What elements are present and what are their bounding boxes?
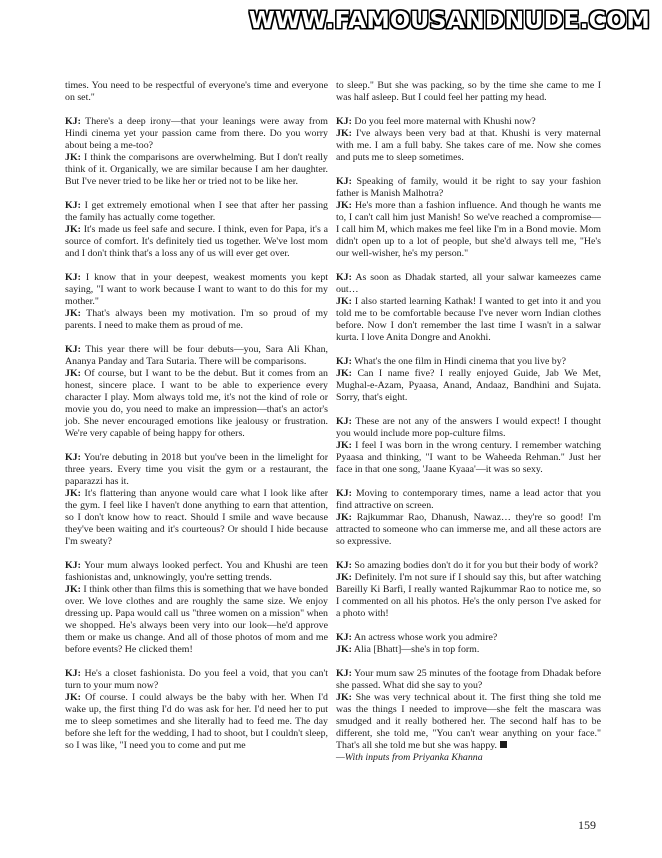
page-number: 159 (578, 818, 596, 832)
question-text: I know that in your deepest, weakest moments you kept saying, "I want to work because I want to want to do this for my mother." (65, 272, 328, 307)
answer-text: I feel I was born in the wrong century. I remember watching Pyaasa and thinking, "I want to be Waheeda Rehman." Just her face in that one song, 'Jaane Kyaaa'—it was so sexy. (336, 440, 602, 475)
speaker-label: JK: (336, 128, 352, 139)
question (65, 272, 328, 308)
left-column (65, 80, 328, 752)
answer (65, 224, 328, 260)
answer (65, 368, 328, 440)
paragraph (65, 80, 328, 104)
answer-text: I think the comparisons are overwhelming. But I don't really think of it. Organically, we are similar because I am her daughter. But I've never tried to be like her or tried not to be like her. (65, 152, 328, 187)
answer (336, 692, 601, 752)
paragraph (336, 80, 601, 104)
speaker-label: JK: (65, 308, 81, 319)
question-text: You're debuting in 2018 but you've been in the limelight for three years. Every time you visit the gym or a restaurant, the paparazzi has it. (65, 452, 329, 487)
question-text: These are not any of the answers I would expect! I thought you would include more pop-culture films. (336, 416, 601, 439)
question-text: I get extremely emotional when I see that after her passing the family has actually come together. (65, 200, 328, 223)
speaker-label: JK: (65, 488, 81, 499)
answer-text: I've always been very bad at that. Khushi is very maternal with me. I am a full baby. She takes care of me. Now she comes and puts me to sleep sometimes. (336, 128, 601, 163)
speaker-label: JK: (65, 584, 81, 595)
answer-text: She was very technical about it. The first thing she told me was the things I needed to improve—she felt the mascara was smudged and it really bothered her. The second half has to be different, she told me, "You can't wear anything on your face." That's all she told me but she was happy. (336, 692, 601, 751)
answer-text: Definitely. I'm not sure if I should say this, but after watching Bareilly Ki Barfi, I really wanted Rajkummar Rao to notice me, so I commented on all his photos. He's the only person I've asked for a photo with! (336, 572, 602, 619)
question-text: Moving to contemporary times, name a lead actor that you find attractive on screen. (336, 488, 601, 511)
speaker-label: JK: (336, 512, 352, 523)
speaker-label: JK: (336, 368, 352, 379)
speaker-label: JK: (336, 644, 352, 655)
speaker-label: KJ: (336, 416, 352, 427)
speaker-label: JK: (336, 692, 352, 703)
question-text: Do you feel more maternal with Khushi now? (354, 116, 536, 127)
speaker-label: KJ: (336, 176, 352, 187)
answer (65, 584, 328, 656)
answer-text: It's flattering than anyone would care what I look like after the gym. I feel like I haven't done anything to earn that attention, so I don't know how to react. Should I smile and wave because they've been waiting and it's courteous? Or should I hide because I'm sweaty? (65, 488, 328, 547)
speaker-label: KJ: (65, 560, 81, 571)
speaker-label: JK: (336, 296, 352, 307)
question-text: Your mum saw 25 minutes of the footage from Dhadak before she passed. What did she say to you? (336, 668, 601, 691)
answer (65, 692, 328, 752)
answer (336, 572, 601, 620)
end-mark-icon (500, 741, 507, 748)
answer-text: Alia [Bhatt]—she's in top form. (353, 644, 480, 655)
speaker-label: KJ: (65, 668, 81, 679)
speaker-label: KJ: (336, 488, 352, 499)
answer-text: Rajkummar Rao, Dhanush, Nawaz… they're so good! I'm attracted to someone who can immerse me, and all these actors are so expressive. (336, 512, 601, 547)
question-text: Speaking of family, would it be right to say your fashion father is Manish Malhotra? (336, 176, 601, 199)
answer (65, 488, 328, 548)
speaker-label: JK: (336, 200, 352, 211)
answer-text: I think other than films this is something that we have bonded over. We love clothes and are roughly the same size. We enjoy dressing up. Papa would call us "three women on a mission" when we shopped. He's always been very into our look—he'd approve them or make us change. And all of those photos of mom and me before events? He clicked them! (65, 584, 329, 655)
answer-text: It's made us feel safe and secure. I think, even for Papa, it's a source of comfort. It's definitely tied us together. We've lost mom and I don't think that's a loss any of us will ever get over. (65, 224, 328, 259)
speaker-label: JK: (65, 224, 81, 235)
question-text: There's a deep irony—that your leanings were away from Hindi cinema yet your passion came from there. Do you worry about being a me-too? (65, 116, 328, 151)
answer (336, 644, 601, 656)
speaker-label: JK: (336, 440, 352, 451)
speaker-label: JK: (336, 572, 352, 583)
answer (336, 200, 601, 260)
speaker-label: JK: (65, 692, 81, 703)
question (65, 116, 328, 152)
speaker-label: KJ: (336, 356, 352, 367)
question (65, 200, 328, 224)
question-text: An actress whose work you admire? (353, 632, 498, 643)
question (336, 416, 601, 440)
answer (65, 308, 328, 332)
speaker-label: KJ: (65, 344, 81, 355)
speaker-label: KJ: (336, 668, 352, 679)
answer-text: Can I name five? I really enjoyed Guide, Jab We Met, Mughal-e-Azam, Pyaasa, Anand, Andaaz, Bandhini and Sujata. Sorry, that's eight. (336, 368, 602, 403)
question (336, 668, 601, 692)
speaker-label: KJ: (65, 116, 81, 127)
speaker-label: JK: (65, 368, 81, 379)
question (65, 344, 328, 368)
paragraph-text: to sleep." But she was packing, so by the time she came to me I was half asleep. But I could feel her patting my head. (336, 80, 601, 103)
question (336, 560, 601, 572)
right-column (336, 80, 601, 764)
question (65, 668, 328, 692)
question-text: Your mum always looked perfect. You and Khushi are teen fashionistas and, unknowingly, you're setting trends. (65, 560, 328, 583)
question (65, 560, 328, 584)
answer-text: That's always been my motivation. I'm so proud of my parents. I need to make them as proud of me. (65, 308, 328, 331)
answer (336, 296, 601, 344)
question (65, 452, 328, 488)
speaker-label: KJ: (336, 632, 352, 643)
speaker-label: KJ: (336, 560, 352, 571)
answer (336, 128, 601, 164)
answer-text: Of course, but I want to be the debut. But it comes from an honest, sincere place. I want to be able to experience every character I play. Mom always told me, it's not the kind of role or movie you do, you need to make an impression—that's an actor's job. She never encouraged emotions like jealousy or frustration. We're very capable of being happy for others. (65, 368, 328, 439)
answer (336, 368, 601, 404)
paragraph-text: times. You need to be respectful of everyone's time and everyone on set." (65, 80, 328, 103)
speaker-label: KJ: (336, 116, 352, 127)
question (336, 488, 601, 512)
speaker-label: JK: (65, 152, 81, 163)
question (336, 356, 601, 368)
speaker-label: KJ: (65, 272, 81, 283)
speaker-label: KJ: (65, 452, 81, 463)
question (336, 116, 601, 128)
watermark: WWW.FAMOUSANDNUDE.COM (248, 6, 650, 34)
question (336, 632, 601, 644)
question (336, 272, 601, 296)
speaker-label: KJ: (336, 272, 352, 283)
question-text: This year there will be four debuts—you, Sara Ali Khan, Ananya Panday and Tara Sutaria. There will be comparisons. (65, 344, 328, 367)
question-text: He's a closet fashionista. Do you feel a void, that you can't turn to your mum now? (65, 668, 329, 691)
question (336, 176, 601, 200)
answer (336, 440, 601, 476)
answer (65, 152, 328, 188)
byline: —With inputs from Priyanka Khanna (336, 752, 483, 763)
question-text: So amazing bodies don't do it for you but their body of work? (354, 560, 599, 571)
answer-text: Of course. I could always be the baby with her. When I'd wake up, the first thing I'd do was ask for her. I'd need her to put me to sleep sometimes and she literally had to feed me. The day before she left for the wedding, I had to shoot, but I couldn't sleep, so I was like, "I need you to come and put me (65, 692, 328, 751)
answer-text: I also started learning Kathak! I wanted to get into it and you told me to be comfortable because I've never worn Indian clothes before. Now I don't remember the last time I wasn't in a salwar kurta. I love Anita Dongre and Anokhi. (336, 296, 601, 343)
question-text: As soon as Dhadak started, all your salwar kameezes came out… (336, 272, 601, 295)
answer (336, 512, 601, 548)
speaker-label: KJ: (65, 200, 81, 211)
question-text: What's the one film in Hindi cinema that you live by? (354, 356, 567, 367)
answer-text: He's more than a fashion influence. And though he wants me to, I can't call him just Manish! So we've reached a compromise—I call him M, which makes me feel like I'm in a Bond movie. Mom didn't open up to a lot of people, but she'd always tell me, "He's our well-wisher, he's my person." (336, 200, 601, 259)
